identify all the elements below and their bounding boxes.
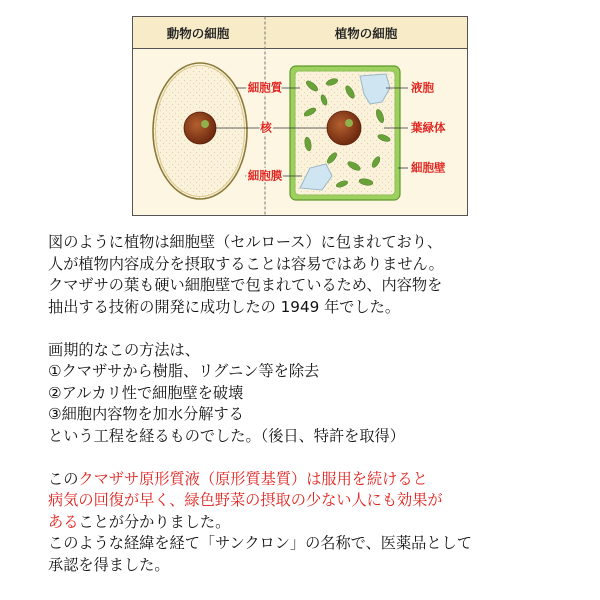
paragraph-gap [48, 318, 588, 340]
label-nucleus: 核 [260, 120, 272, 135]
p2-line-1: 画期的なこの方法は、 [48, 340, 200, 359]
animal-cell-nucleus [184, 112, 216, 144]
p3-line-2-highlight: 病気の回復が早く、緑色野菜の摂取の少ない人にも効果が [48, 491, 443, 509]
p3-line-4: このような経緯を経て「サンクロン」の名称で、医薬品として [48, 534, 472, 552]
p3-line-1-highlight: クマザサ原形質液（原形質基質）は服用を続けると [78, 469, 428, 488]
p1-line-2: 人が植物内容成分を摂取することは容易ではありません。 [48, 254, 444, 273]
p3-line-3 [48, 512, 588, 534]
p2-line-3: ②アルカリ性で細胞壁を破壊 [48, 383, 244, 402]
animal-cell-nucleolus [201, 120, 209, 128]
header-plant-cell: 植物の細胞 [334, 26, 398, 41]
paragraph-gap [48, 447, 588, 469]
header-animal-cell: 動物の細胞 [166, 26, 230, 41]
p2-line-5: という工程を経るものでした。（後日、特許を取得） [48, 426, 405, 445]
cell-diagram [132, 16, 468, 216]
label-cell-wall: 細胞壁 [411, 160, 446, 175]
plant-cell-nucleus [327, 111, 361, 145]
p3-line-1 [48, 469, 588, 491]
p3-line-3-b: ことが分かりました。 [78, 512, 231, 531]
label-vacuole: 液胞 [411, 80, 434, 95]
p3-line-1-a: この [48, 469, 79, 488]
p2-line-2: ①クマザサから樹脂、リグニン等を除去 [48, 362, 320, 380]
p1-line-3: クマザサの葉も硬い細胞壁で包まれているため、内容物を [48, 276, 443, 294]
label-cytoplasm: 細胞質 [247, 80, 283, 95]
p3-line-3-highlight: ある [48, 512, 79, 531]
cell-diagram-svg [132, 16, 468, 216]
p3-line-5: 承認を得ました。 [48, 555, 170, 574]
p2-line-4: ③細胞内容物を加水分解する [48, 405, 244, 423]
body-text [48, 232, 588, 576]
p1-line-1: 図のように植物は細胞壁（セルロース）に包まれており、 [48, 233, 443, 251]
label-chloroplast: 葉緑体 [411, 120, 446, 135]
label-membrane: 細胞膜 [247, 168, 283, 183]
p1-line-4: 抽出する技術の開発に成功したの 1949 年でした。 [48, 297, 401, 316]
plant-cell-nucleolus [345, 119, 353, 127]
